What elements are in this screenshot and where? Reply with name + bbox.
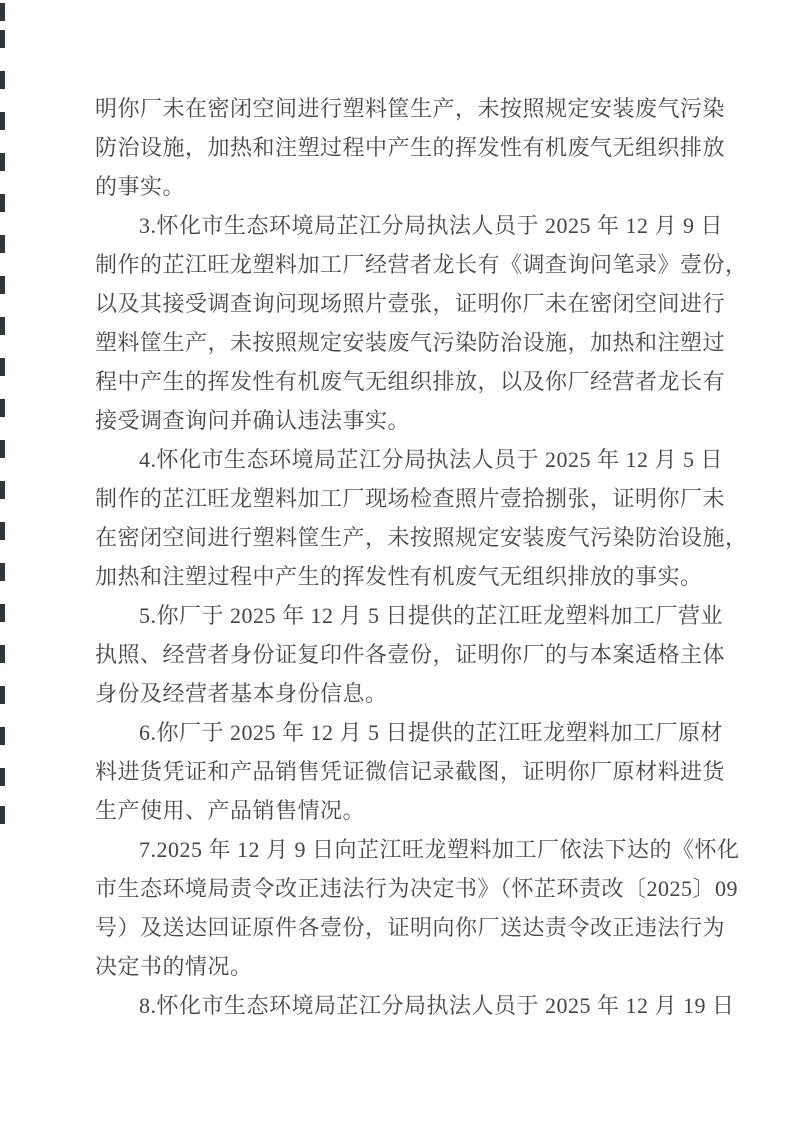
scan-mark	[0, 481, 5, 499]
text-line: 程中产生的挥发性有机废气无组织排放，以及你厂经营者龙长有	[95, 369, 726, 394]
text-line: 号）及送达回证原件各壹份，证明向你厂送达责令改正违法行为	[95, 915, 726, 940]
text-line: 市生态环境局责令改正违法行为决定书》（怀芷环责改〔2025〕09	[95, 876, 739, 901]
scan-mark	[0, 194, 5, 212]
scan-mark	[0, 317, 5, 335]
scan-mark	[0, 276, 5, 294]
text-line: 决定书的情况。	[95, 954, 253, 979]
scan-mark	[0, 686, 5, 704]
scan-mark	[0, 71, 5, 89]
text-line: 4.怀化市生态环境局芷江分局执法人员于 2025 年 12 月 5 日	[139, 447, 724, 472]
text-line: 身份及经营者基本身份信息。	[95, 681, 388, 706]
scan-mark	[0, 768, 5, 786]
scan-mark	[0, 399, 5, 417]
scan-mark	[0, 440, 5, 458]
scan-mark	[0, 112, 5, 130]
text-line: 接受调查询问并确认违法事实。	[95, 408, 411, 433]
scan-mark	[0, 30, 5, 48]
text-line: 制作的芷江旺龙塑料加工厂经营者龙长有《调查询问笔录》壹份，	[95, 252, 748, 277]
text-line: 的事实。	[95, 174, 186, 199]
text-line: 3.怀化市生态环境局芷江分局执法人员于 2025 年 12 月 9 日	[139, 213, 724, 238]
scan-mark	[0, 806, 5, 824]
document-body-text	[95, 89, 748, 1025]
scan-mark	[0, 604, 5, 622]
text-line: 加热和注塑过程中产生的挥发性有机废气无组织排放的事实。	[95, 564, 703, 589]
text-line: 防治设施，加热和注塑过程中产生的挥发性有机废气无组织排放	[95, 135, 726, 160]
text-line: 制作的芷江旺龙塑料加工厂现场检查照片壹拾捌张，证明你厂未	[95, 486, 726, 511]
scan-mark	[0, 3, 5, 21]
text-line: 6.你厂于 2025 年 12 月 5 日提供的芷江旺龙塑料加工厂原材	[139, 720, 724, 745]
scan-mark	[0, 645, 5, 663]
scan-mark	[0, 358, 5, 376]
scan-mark	[0, 727, 5, 745]
text-line: 8.怀化市生态环境局芷江分局执法人员于 2025 年 12 月 19 日	[139, 993, 735, 1018]
text-line: 执照、经营者身份证复印件各壹份，证明你厂的与本案适格主体	[95, 642, 726, 667]
text-line: 以及其接受调查询问现场照片壹张，证明你厂未在密闭空间进行	[95, 291, 726, 316]
text-line: 塑料筐生产，未按照规定安装废气污染防治设施，加热和注塑过	[95, 330, 726, 355]
scan-mark	[0, 563, 5, 581]
text-line: 料进货凭证和产品销售凭证微信记录截图，证明你厂原材料进货	[95, 759, 726, 784]
text-line: 7.2025 年 12 月 9 日向芷江旺龙塑料加工厂依法下达的《怀化	[139, 837, 740, 862]
scan-mark	[0, 153, 5, 171]
scan-mark	[0, 235, 5, 253]
text-line: 5.你厂于 2025 年 12 月 5 日提供的芷江旺龙塑料加工厂营业	[139, 603, 724, 628]
text-line: 生产使用、产品销售情况。	[95, 798, 366, 823]
text-line: 明你厂未在密闭空间进行塑料筐生产，未按照规定安装废气污染	[95, 96, 726, 121]
text-line: 在密闭空间进行塑料筐生产，未按照规定安装废气污染防治设施，	[95, 525, 748, 550]
scan-mark	[0, 522, 5, 540]
